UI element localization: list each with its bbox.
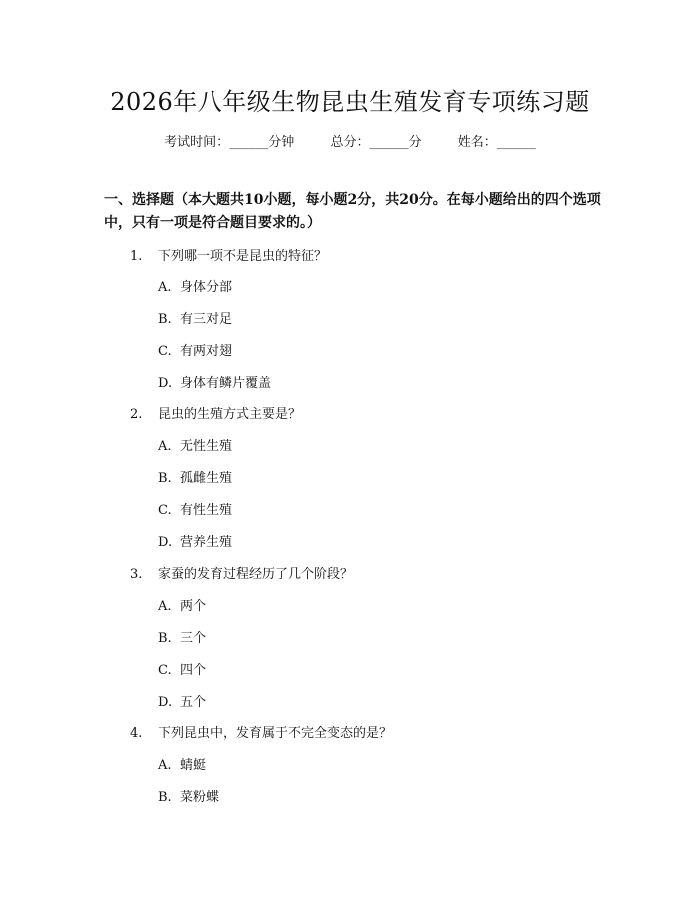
- option-text: 有三对足: [180, 312, 233, 327]
- question-number: 2.: [130, 407, 143, 422]
- option-text: 身体有鳞片覆盖: [180, 376, 272, 391]
- option-text: 四个: [180, 663, 207, 678]
- option-text: 孤雌生殖: [180, 471, 233, 486]
- option-1c[interactable]: [158, 340, 232, 359]
- page-title: 2026年八年级生物昆虫生殖发育专项练习题: [110, 88, 590, 116]
- option-text: 有性生殖: [180, 503, 233, 518]
- option-text: 有两对翅: [180, 344, 233, 359]
- option-2d[interactable]: [158, 531, 232, 550]
- option-1a[interactable]: [158, 276, 232, 295]
- section-heading: 一、选择题（本大题共10小题，每小题2分，共20分。在每小题给出的四个选项中，只有一项是符合题目要求的。）: [104, 192, 601, 231]
- option-letter: B.: [158, 471, 172, 486]
- option-text: 两个: [180, 599, 207, 614]
- option-2a[interactable]: [158, 435, 232, 454]
- option-4b[interactable]: [158, 786, 219, 805]
- option-2c[interactable]: [158, 499, 232, 518]
- question-number: 4.: [130, 726, 143, 741]
- exam-time-blank[interactable]: ______: [229, 135, 269, 150]
- exam-time-label: 考试时间：: [164, 135, 230, 150]
- question-text: 下列昆虫中，发育属于不完全变态的是？: [158, 726, 393, 741]
- option-3b[interactable]: [158, 627, 206, 646]
- option-text: 身体分部: [180, 280, 233, 295]
- question-4: [130, 722, 392, 741]
- student-name-blank[interactable]: ______: [496, 135, 536, 150]
- question-text: 昆虫的生殖方式主要是？: [158, 407, 302, 422]
- question-text: 家蚕的发育过程经历了几个阶段？: [158, 567, 354, 582]
- option-letter: A.: [158, 439, 172, 454]
- option-letter: D.: [158, 535, 173, 550]
- option-1b[interactable]: [158, 308, 232, 327]
- total-score-blank[interactable]: ______: [369, 135, 409, 150]
- option-letter: B.: [158, 790, 172, 805]
- option-letter: A.: [158, 280, 172, 295]
- question-number: 3.: [130, 567, 143, 582]
- option-text: 五个: [180, 695, 207, 710]
- question-2: [130, 403, 301, 422]
- option-3a[interactable]: [158, 595, 206, 614]
- exam-info-line: [0, 131, 700, 150]
- question-number: 1.: [130, 249, 143, 264]
- option-3c[interactable]: [158, 659, 206, 678]
- option-letter: D.: [158, 376, 173, 391]
- option-text: 营养生殖: [180, 535, 233, 550]
- option-text: 无性生殖: [180, 439, 233, 454]
- option-letter: C.: [158, 663, 172, 678]
- student-name-label: 姓名：: [457, 135, 497, 150]
- option-letter: C.: [158, 503, 172, 518]
- total-score-label: 总分：: [330, 135, 370, 150]
- option-text: 蜻蜓: [180, 758, 207, 773]
- question-1: [130, 245, 327, 264]
- total-score-unit: 分: [408, 135, 422, 150]
- option-letter: B.: [158, 312, 172, 327]
- option-4a[interactable]: [158, 754, 206, 773]
- option-letter: A.: [158, 599, 172, 614]
- option-letter: C.: [158, 344, 172, 359]
- option-letter: B.: [158, 631, 172, 646]
- option-text: 菜粉蝶: [180, 790, 220, 805]
- question-3: [130, 563, 353, 582]
- option-1d[interactable]: [158, 372, 271, 391]
- option-letter: D.: [158, 695, 173, 710]
- question-text: 下列哪一项不是昆虫的特征？: [158, 249, 328, 264]
- option-text: 三个: [180, 631, 207, 646]
- exam-time-unit: 分钟: [268, 135, 295, 150]
- option-letter: A.: [158, 758, 172, 773]
- option-2b[interactable]: [158, 467, 232, 486]
- option-3d[interactable]: [158, 691, 206, 710]
